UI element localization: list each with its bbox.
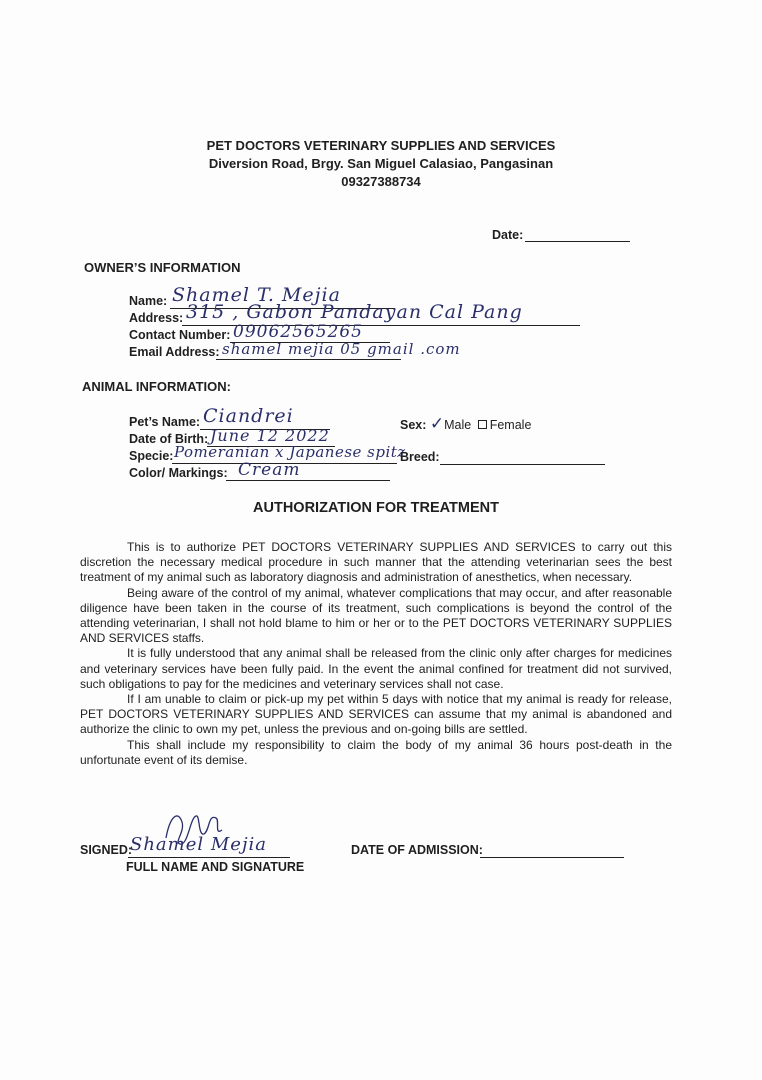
owner-address-label: Address: xyxy=(129,311,184,325)
pet-name-label: Pet’s Name: xyxy=(129,415,201,429)
date-label: Date: xyxy=(492,228,524,242)
date-field[interactable] xyxy=(525,241,630,242)
owner-email-field[interactable] xyxy=(216,359,401,360)
clinic-phone: 09327388734 xyxy=(341,174,421,189)
owner-contact-value: 09062565265 xyxy=(233,322,363,342)
authorization-paragraph: This shall include my responsibility to claim the body of my animal 36 hours post-death in the unfortunate event of its demise. xyxy=(80,737,672,767)
clinic-name: PET DOCTORS VETERINARY SUPPLIES AND SERVICES xyxy=(206,138,556,153)
dob-label: Date of Birth: xyxy=(129,432,209,446)
authorization-paragraph: It is fully understood that any animal shall be released from the clinic only after charges for medicines and veterinary services have been fully paid. In the event the animal confined for treatment did not survived, such obligations to pay for the medicines and veterinary services shall not case. xyxy=(80,646,672,691)
admission-label: DATE OF ADMISSION: xyxy=(351,843,483,857)
color-label: Color/ Markings: xyxy=(129,466,228,480)
owner-contact-label: Contact Number: xyxy=(129,328,231,342)
authorization-title: AUTHORIZATION FOR TREATMENT xyxy=(253,500,499,516)
authorization-body xyxy=(80,540,672,768)
owner-email-label: Email Address: xyxy=(129,345,220,359)
specie-value: Pomeranian x Japanese spitz xyxy=(174,443,406,461)
signed-label: SIGNED: xyxy=(80,843,133,857)
sex-field xyxy=(400,414,531,434)
breed-label: Breed: xyxy=(400,450,440,464)
owner-name-label: Name: xyxy=(129,294,168,308)
dob-value: June 12 2022 xyxy=(210,426,330,445)
signature-name: Shamel Mejia xyxy=(130,834,268,855)
color-field[interactable] xyxy=(226,480,390,481)
owner-section-title: OWNER’S INFORMATION xyxy=(84,260,241,275)
animal-section-title: ANIMAL INFORMATION: xyxy=(82,379,231,394)
color-value: Cream xyxy=(238,460,301,480)
specie-label: Specie: xyxy=(129,449,174,463)
authorization-paragraph: Being aware of the control of my animal, whatever complications that may occur, and after reasonable diligence have been taken in the course of its treatment, such complications is beyond the control of the attending veterinarian, I shall not hold blame to him or her or to the PET DOCTORS VETERINARY SUPPLIES AND SERVICES staffs. xyxy=(80,585,672,646)
pet-name-value: Ciandrei xyxy=(203,405,294,427)
owner-email-value: shamel mejia 05 gmail .com xyxy=(222,340,461,358)
checkbox-female[interactable] xyxy=(478,420,487,429)
sex-female-option: Female xyxy=(489,418,532,432)
signature-field[interactable] xyxy=(128,857,290,858)
authorization-paragraph: This is to authorize PET DOCTORS VETERINARY SUPPLIES AND SERVICES to carry out this discretion the necessary medical procedure in such manner that the attending veterinarian sees the best treatment of my animal such as laboratory diagnosis and administration of anesthetics, when necessary. xyxy=(80,540,672,585)
admission-date-field[interactable] xyxy=(480,857,624,858)
clinic-address: Diversion Road, Brgy. San Miguel Calasiao, Pangasinan xyxy=(208,156,554,171)
breed-field[interactable] xyxy=(440,464,605,465)
owner-name-value: Shamel T. Mejia xyxy=(172,284,341,306)
authorization-paragraph: If I am unable to claim or pick-up my pet within 5 days with notice that my animal is ready for release, PET DOCTORS VETERINARY SUPPLIES AND SERVICES can assume that my animal is abandoned and authorize the clinic to own my pet, unless the previous and on-going bills are settled. xyxy=(80,692,672,737)
checkmark-icon[interactable]: ✓ xyxy=(429,414,445,434)
signature-caption: FULL NAME AND SIGNATURE xyxy=(126,860,305,874)
sex-male-option: Male xyxy=(444,418,472,432)
sex-label: Sex: xyxy=(400,418,427,432)
owner-address-value: 315 , Gabon Pandayan Cal Pang xyxy=(186,301,523,323)
